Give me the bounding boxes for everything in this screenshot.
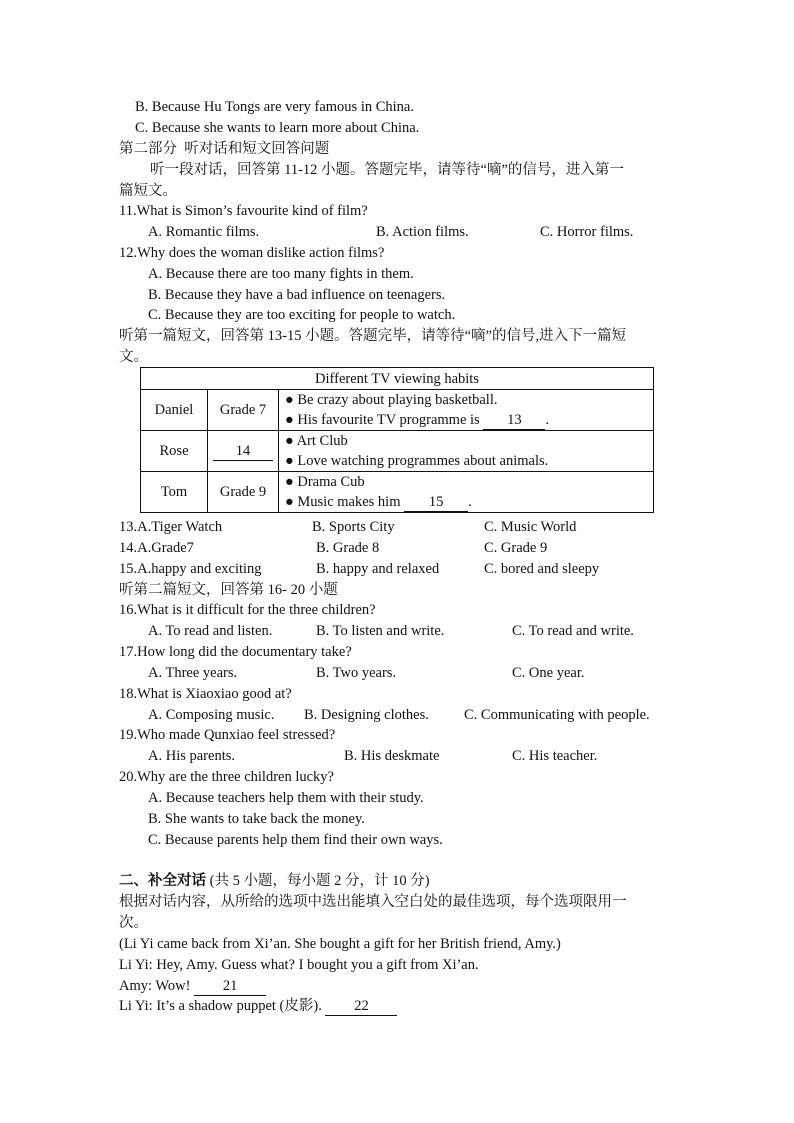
instruction: 听第一篇短文，回答第 13-15 小题。答题完毕，请等待“嘀”的信号,进入下一篇短 [119, 328, 627, 344]
question-18: 18.What is Xiaoxiao good at? [119, 686, 292, 702]
option-c: C. Because they are too exciting for people to watch. [148, 307, 456, 323]
option-b: B. She wants to take back the money. [148, 811, 365, 827]
option-a: A. Composing music. [148, 707, 275, 723]
instruction: 次。 [119, 915, 148, 931]
student-name: Daniel [141, 390, 208, 431]
habit-item: ● Drama Cub [285, 474, 365, 490]
option-c: C. His teacher. [512, 748, 598, 764]
question-16: 16.What is it difficult for the three children? [119, 602, 376, 618]
question-20: 20.Why are the three children lucky? [119, 769, 334, 785]
table-row [141, 390, 654, 431]
table-row [141, 472, 654, 513]
instruction: 听一段对话，回答第 11-12 小题。答题完毕，请等待“嘀”的信号，进入第一 [150, 162, 624, 178]
question-11: 11.What is Simon’s favourite kind of film? [119, 203, 368, 219]
option-a: A. Because teachers help them with their study. [148, 790, 424, 806]
option-c: C. Horror films. [540, 224, 634, 240]
habit-item: ● Art Club [285, 433, 348, 449]
option-b: B. Designing clothes. [304, 707, 429, 723]
student-grade: Grade 9 [208, 472, 279, 513]
option-c: C. Music World [484, 519, 577, 535]
section-note: (共 5 小题，每小题 2 分，计 10 分) [206, 873, 430, 889]
answer-blank[interactable]: 14 [213, 443, 273, 461]
dialogue-context: (Li Yi came back from Xi’an. She bought a gift for her British friend, Amy.) [119, 936, 561, 952]
answer-blank[interactable]: 15 [404, 494, 468, 512]
option-b: B. His deskmate [344, 748, 440, 764]
option-c: C. Communicating with people. [464, 707, 650, 723]
table-title: Different TV viewing habits [141, 368, 654, 390]
dialogue-line: Amy: Wow! 21 [119, 976, 266, 996]
options-14 [0, 538, 794, 558]
option-c: C. bored and sleepy [484, 561, 600, 577]
instruction: 听第二篇短文，回答第 16- 20 小题 [119, 582, 338, 598]
tv-habits-table [140, 367, 654, 513]
instruction: 文。 [119, 349, 148, 365]
answer-blank[interactable]: 21 [194, 978, 266, 996]
question-17: 17.How long did the documentary take? [119, 644, 352, 660]
option-b: B. Grade 8 [316, 540, 380, 556]
section-title: 二、补全对话 [119, 873, 206, 889]
option-a: 13.A.Tiger Watch [119, 519, 223, 535]
option-b: B. happy and relaxed [316, 561, 440, 577]
habit-info [279, 472, 654, 513]
student-grade: Grade 7 [208, 390, 279, 431]
option-a: A. Because there are too many fights in them. [148, 266, 414, 282]
habit-item: ● Music makes him 15 . [285, 494, 472, 510]
option-a: A. Romantic films. [148, 224, 260, 240]
option-a: A. To read and listen. [148, 623, 273, 639]
option-b: B. Two years. [316, 665, 397, 681]
option-b: B. Because they have a bad influence on teenagers. [148, 287, 446, 303]
instruction: 根据对话内容，从所给的选项中选出能填入空白处的最佳选项，每个选项限用一 [119, 894, 627, 910]
student-grade [208, 431, 279, 472]
option-a: 14.A.Grade7 [119, 540, 194, 556]
dialogue-line: Li Yi: Hey, Amy. Guess what? I bought you a gift from Xi’an. [119, 957, 479, 973]
option-c: C. One year. [512, 665, 585, 681]
option-b: B. Sports City [312, 519, 395, 535]
option-b: B. Action films. [376, 224, 469, 240]
option-a: 15.A.happy and exciting [119, 561, 262, 577]
option-c: C. Because parents help them find their own ways. [148, 832, 443, 848]
section-2-heading [119, 871, 430, 891]
habit-item: ● Love watching programmes about animals. [285, 453, 549, 469]
options-13 [0, 517, 794, 537]
option-line: C. Because she wants to learn more about China. [135, 120, 420, 136]
dialogue-line: Li Yi: It’s a shadow puppet (皮影). 22 [119, 996, 397, 1016]
answer-blank[interactable]: 22 [325, 998, 397, 1016]
option-line: B. Because Hu Tongs are very famous in China. [135, 99, 414, 115]
options-15 [0, 559, 794, 579]
student-name: Tom [141, 472, 208, 513]
option-c: C. To read and write. [512, 623, 634, 639]
options-17 [0, 663, 794, 683]
habit-item: ● Be crazy about playing basketball. [285, 392, 498, 408]
student-name: Rose [141, 431, 208, 472]
habit-info [279, 431, 654, 472]
option-c: C. Grade 9 [484, 540, 548, 556]
answer-blank[interactable]: 13 [483, 412, 545, 430]
instruction: 篇短文。 [119, 183, 177, 199]
table-row [141, 431, 654, 472]
options-19 [0, 746, 794, 766]
option-b: B. To listen and write. [316, 623, 445, 639]
option-a: A. Three years. [148, 665, 238, 681]
question-19: 19.Who made Qunxiao feel stressed? [119, 727, 336, 743]
question-12: 12.Why does the woman dislike action films? [119, 245, 385, 261]
option-a: A. His parents. [148, 748, 235, 764]
options-18 [0, 705, 794, 725]
habit-info [279, 390, 654, 431]
options-11 [0, 222, 794, 242]
habit-item: ● His favourite TV programme is 13 . [285, 412, 549, 428]
options-16 [0, 621, 794, 641]
section-heading: 第二部分 听对话和短文回答问题 [119, 141, 330, 157]
